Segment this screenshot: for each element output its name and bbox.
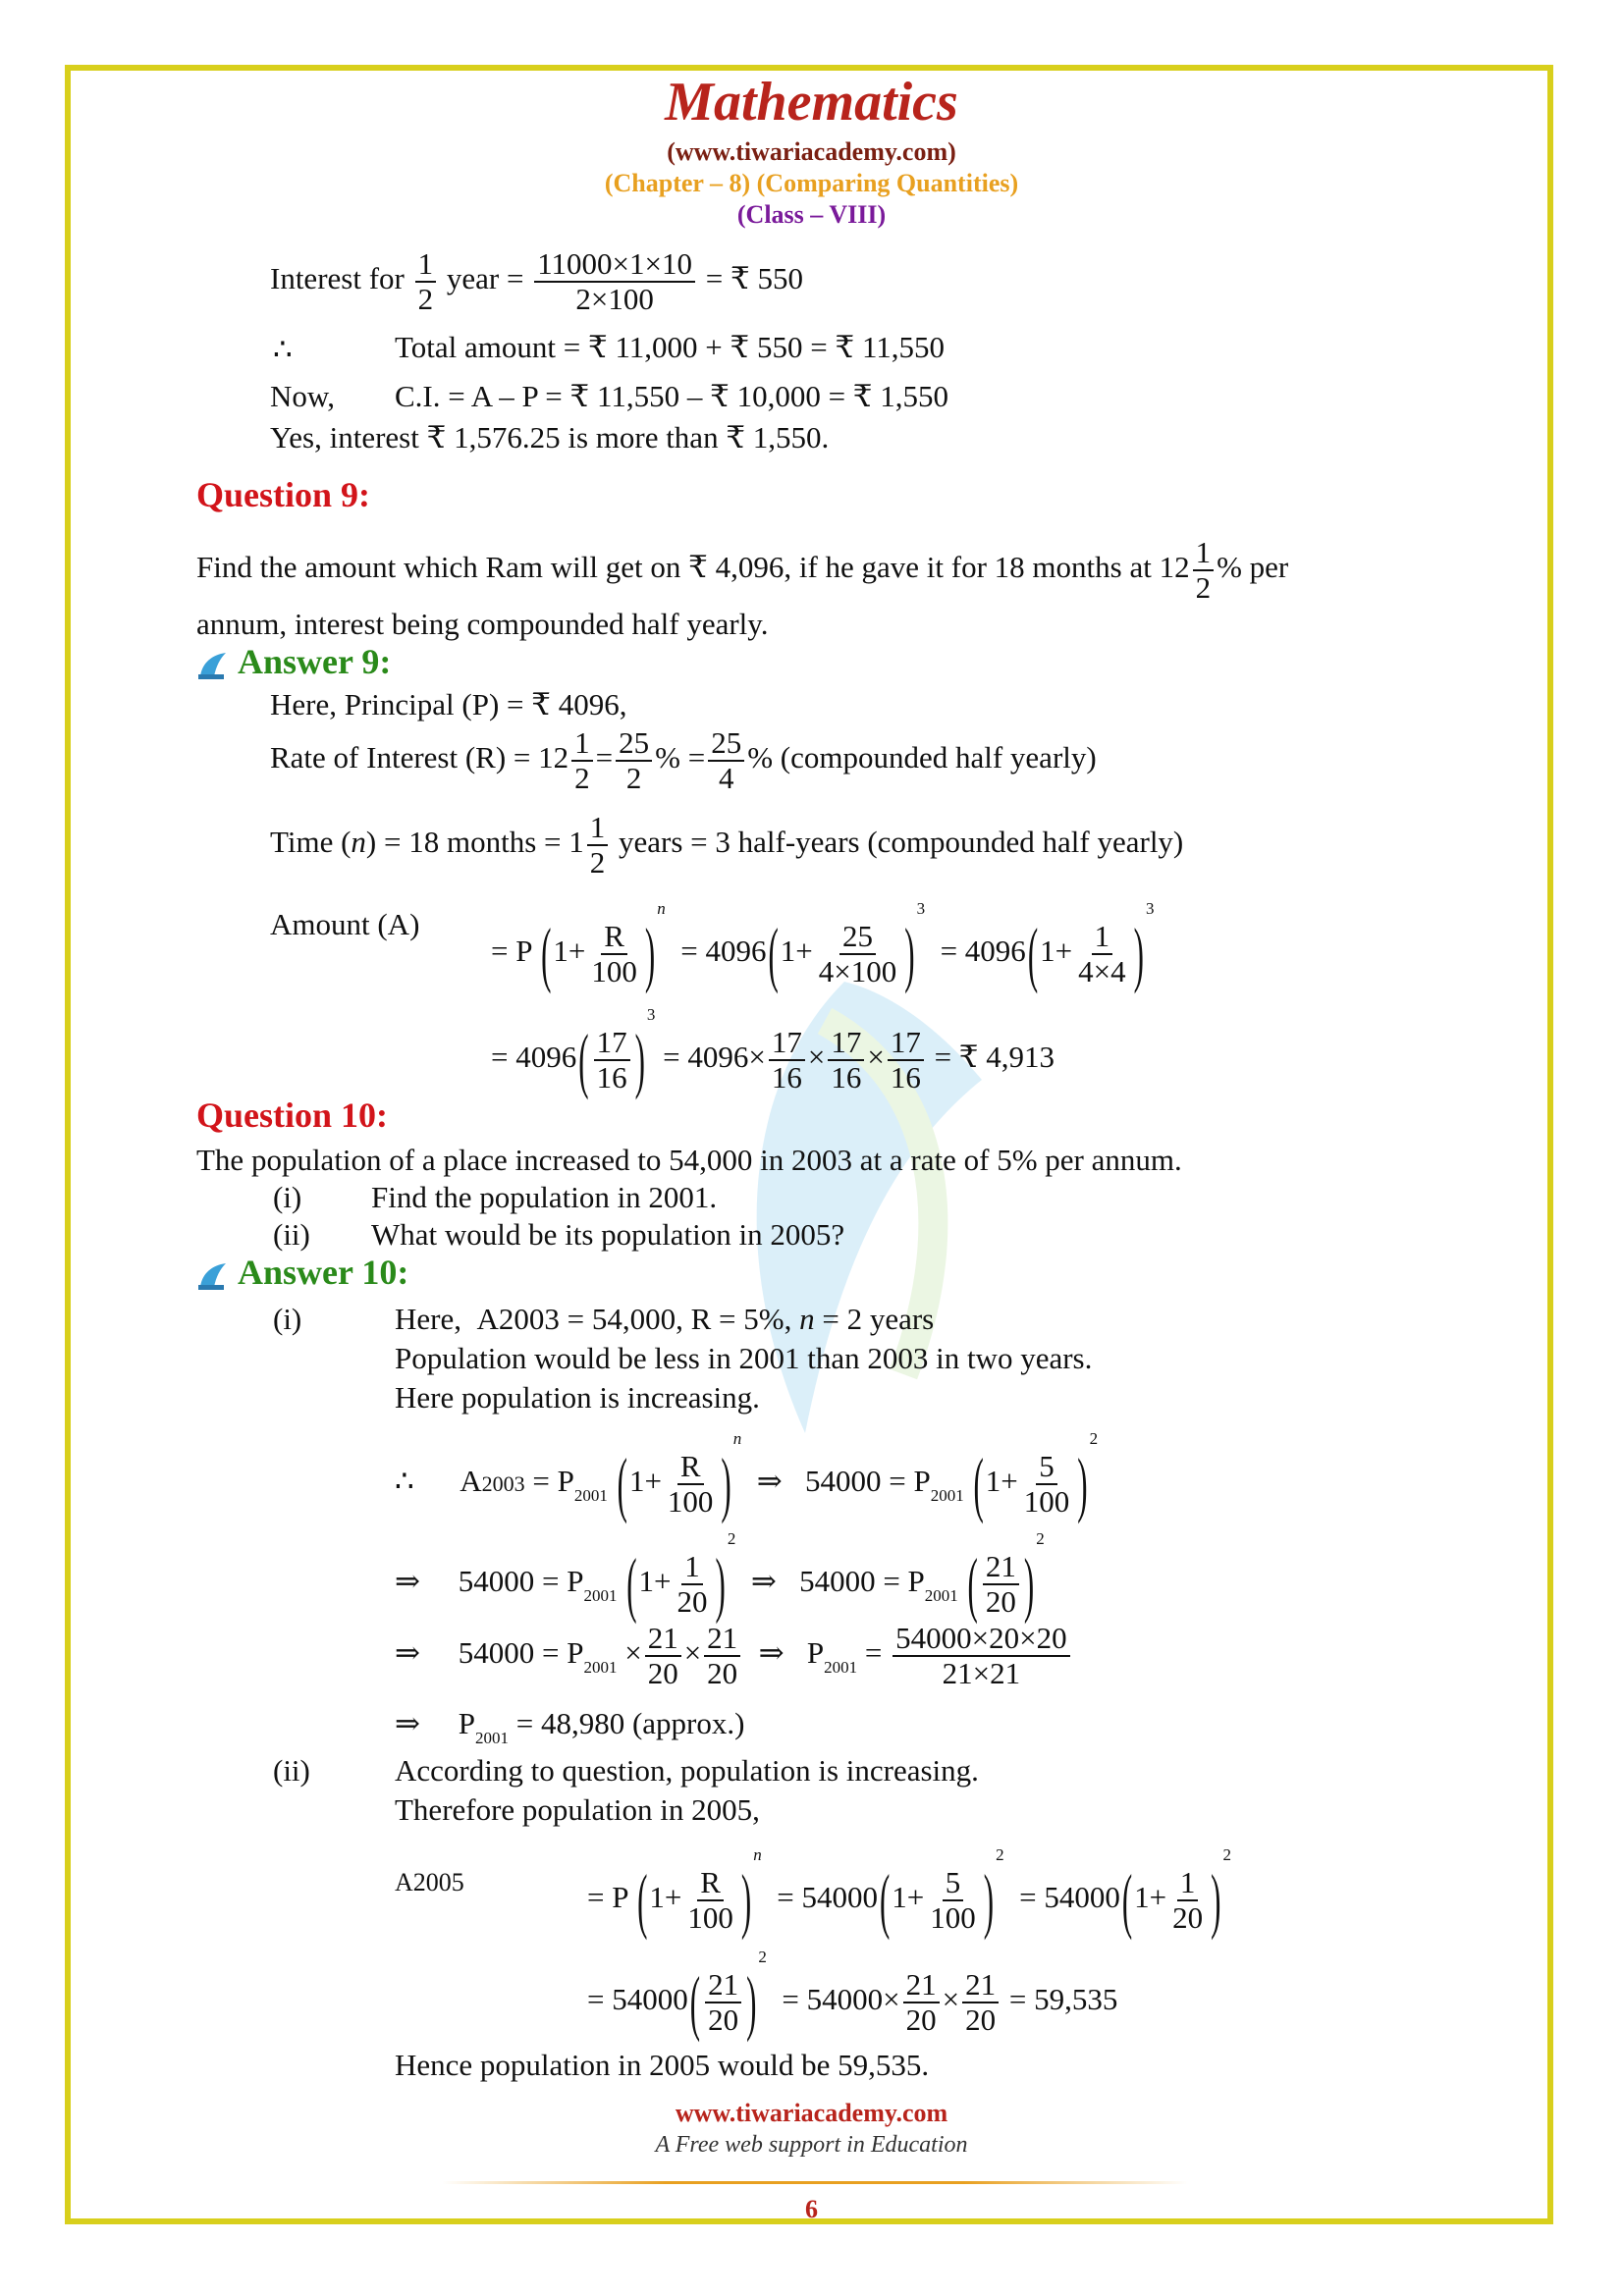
header-site: (www.tiwariacademy.com) [667,137,956,166]
question-10-i-text: Find the population in 2001. [371,1180,718,1214]
question-9-text: Find the amount which Ram will get on ₹ 4,096, if he gave it for 18 months at 12 $\frac{1}{2}$ % per [196,535,1289,606]
header-chapter: (Chapter – 8) (Comparing Quantities) [604,169,1019,197]
ci-line: C.I. = A – P = ₹ 11,550 – ₹ 10,000 = ₹ 1,550 [395,379,949,413]
header-class: (Class – VIII) [736,200,887,229]
therefore-symbol: ∴ [273,332,293,366]
question-10-i-label: (i) [273,1180,302,1214]
conclusion-line: Yes, interest ₹ 1,576.25 is more than ₹ 1,550. [270,420,830,454]
answer-10-givens: Here, A2003 = 54,000, R = 5%, n = 2 years [395,1302,935,1336]
footer-divider [442,2181,1188,2184]
eq-row-1: ∴ $A2003 = P_{2001}$ (1+ $\frac{R}{100}$ )$^n$ ⇒ $54000 = P_{2001}$ (1+ $\frac{5}{100}$ )$^2$ [395,1429,1099,1525]
question-10-text: The population of a place increased to 54,000 in 2003 at a rate of 5% per annum. [196,1143,1182,1177]
answer-10-conclusion: Hence population in 2005 would be 59,535. [395,2048,930,2082]
fraction-interest-calc: $\frac{11000\times 1\times 10}{2\times 100}$ [534,247,695,316]
footer-tagline: A Free web support in Education [655,2132,968,2158]
question-10-ii-label: (ii) [273,1217,310,1252]
time-line: Time (n) = 18 months = 1 $\frac{1}{2}$ years = 3 half-years (compounded half yearly) [270,810,1184,881]
fraction-half: $\frac{1}{2}$ [415,247,437,316]
page-number: 6 [805,2195,818,2223]
principal-line: Here, Principal (P) = ₹ 4096, [270,687,627,721]
footer-site: www.tiwariacademy.com [675,2099,948,2127]
interest-half-year-line: Interest for $\frac{1}{2}$ year = $\frac{11000\times 1\times 10}{2\times 100}$ = ₹ 550 [270,246,803,317]
amount-label: Amount (A) [270,907,420,941]
answer-10-i-label: (i) [273,1302,302,1336]
tiwari-logo-icon [196,1261,230,1291]
tiwari-logo-icon [196,651,230,680]
answer-10-heading: Answer 10: [196,1253,408,1293]
amount-formula-2: = 4096( $\frac{17}{16}$ )$^3$ = 4096× $\frac{17}{16}$ × $\frac{17}{16}$ × $\frac{17}{16}$ = ₹ 4,913 [491,1005,1055,1101]
rate-line: Rate of Interest (R) = 12 $\frac{1}{2}$ = $\frac{25}{2}$ % = $\frac{25}{4}$ % (compounded half yearly) [270,725,1097,796]
page-title: Mathematics [665,72,958,133]
question-10-heading: Question 10: [196,1095,389,1135]
total-amount-line: Total amount = ₹ 11,000 + ₹ 550 = ₹ 11,550 [395,330,946,364]
a2005-label: A2005 [395,1868,464,1896]
answer-9-heading: Answer 9: [196,642,391,682]
answer-10-ii-line2: Therefore population in 2005, [395,1792,760,1827]
answer-10-line3: Here population is increasing. [395,1380,760,1415]
eq-2005-row-2: = 54000( $\frac{21}{20}$ )$^2$ = 54000× $\frac{21}{20}$ × $\frac{21}{20}$ = 59,535 [587,1948,1118,2044]
eq-2005-row-1: = P (1+ $\frac{R}{100}$ )$^n$ = 54000(1+ $\frac{5}{100}$ )$^2$ = 54000(1+ $\frac{1}{20}$ )$^2$ [587,1845,1231,1942]
now-label: Now, [270,379,336,413]
eq-row-4: ⇒ $P_{2001} = 48,980$ (approx.) [395,1706,745,1747]
eq-row-2: ⇒ $54000 = P_{2001}$ (1+ $\frac{1}{20}$ )$^2$ ⇒ $54000 = P_{2001}$ ( $\frac{21}{20}$ )$^2$ [395,1529,1045,1626]
fraction-half: $\frac{1}{2}$ [1193,536,1215,605]
answer-10-ii-label: (ii) [273,1753,310,1788]
amount-formula-1: = P (1+ $\frac{R}{100}$ )$^n$ = 4096(1+ $\frac{25}{4\times 100}$ )$^3$ = 4096(1+ $\frac{1}{4\times 4}$ )$^3$ [491,899,1155,995]
question-10-ii-text: What would be its population in 2005? [371,1217,845,1252]
answer-10-line2: Population would be less in 2001 than 2003 in two years. [395,1341,1093,1375]
question-9-text-line2: annum, interest being compounded half yearly. [196,607,769,641]
question-9-heading: Question 9: [196,475,371,514]
eq-row-3: ⇒ $54000 = P_{2001}$ × $\frac{21}{20}$ × $\frac{21}{20}$ ⇒ $P_{2001}$ = $\frac{54000\times 20\times 20}{21\times 21}$ [395,1622,1073,1690]
answer-10-ii-line1: According to question, population is increasing. [395,1753,979,1788]
